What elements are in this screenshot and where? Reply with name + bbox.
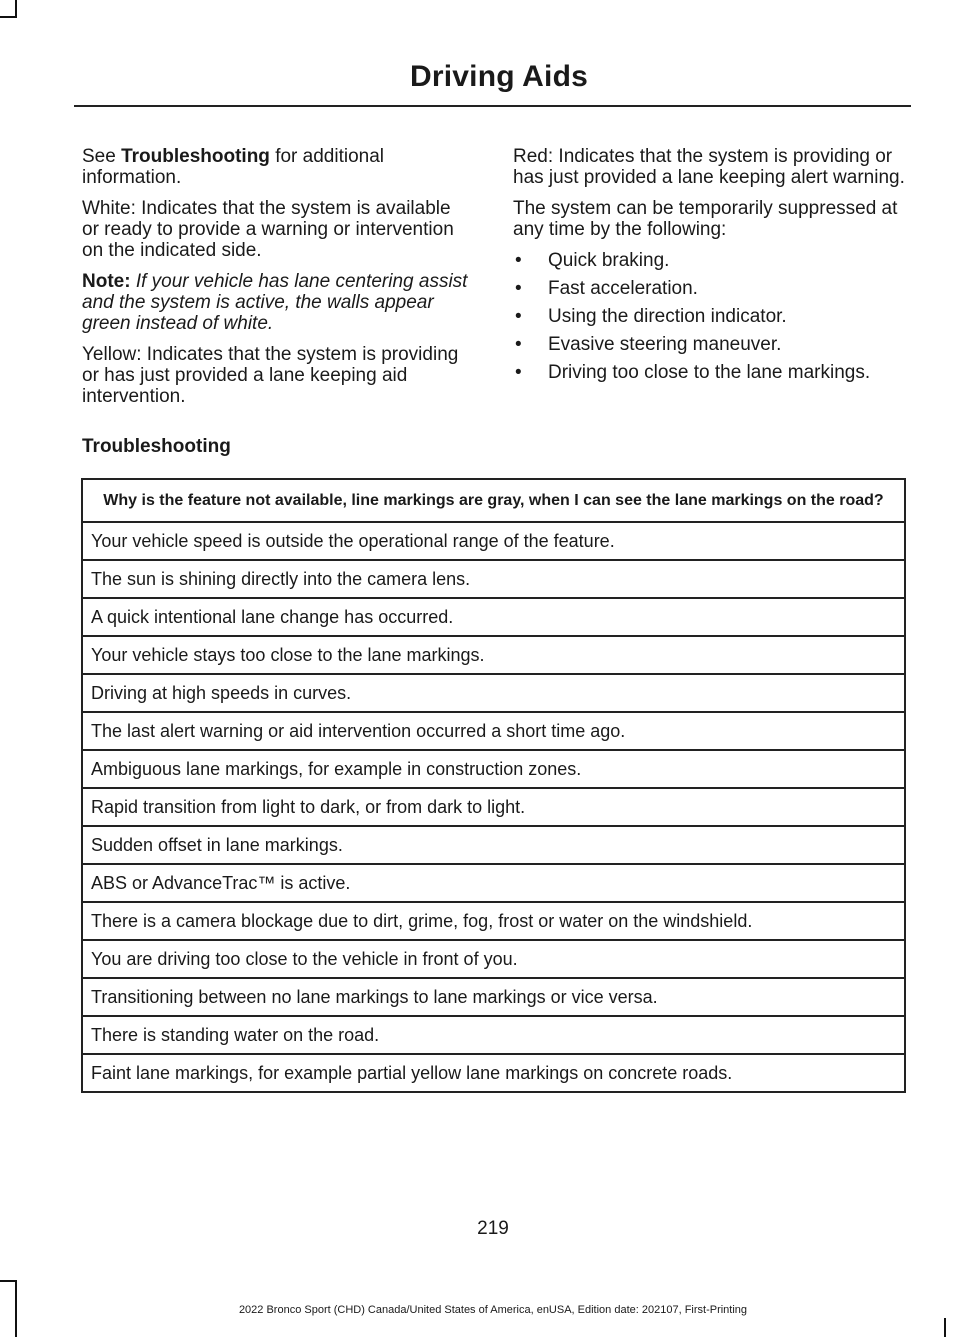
right-column	[513, 146, 913, 390]
table-cell: Driving at high speeds in curves.	[82, 674, 905, 712]
troubleshooting-table	[81, 478, 906, 1093]
crop-mark	[0, 16, 17, 18]
note-text: If your vehicle has lane centering assist and the system is active, the walls appear green instead of white.	[82, 271, 468, 334]
yellow-indicator-paragraph: Yellow: Indicates that the system is providing or has just provided a lane keeping aid intervention.	[82, 344, 459, 407]
see-prefix: See	[82, 146, 122, 167]
table-cell: Your vehicle speed is outside the operational range of the feature.	[82, 522, 905, 560]
table-row	[82, 674, 905, 712]
table-cell: Transitioning between no lane markings to lane markings or vice versa.	[82, 978, 905, 1016]
page-number: 219	[477, 1218, 509, 1239]
list-item: • Quick braking.	[513, 250, 913, 271]
crop-mark	[944, 1318, 946, 1337]
note-label: Note:	[82, 271, 131, 292]
table-row	[82, 902, 905, 940]
page-title: Driving Aids	[410, 60, 588, 93]
list-item: • Driving too close to the lane markings.	[513, 362, 913, 383]
footer-edition-info: 2022 Bronco Sport (CHD) Canada/United States of America, enUSA, Edition date: 202107, First-Printing	[238, 1304, 748, 1316]
table-cell: The sun is shining directly into the camera lens.	[82, 560, 905, 598]
table-row	[82, 788, 905, 826]
note-paragraph	[82, 271, 472, 334]
table-cell: Sudden offset in lane markings.	[82, 826, 905, 864]
list-item: • Using the direction indicator.	[513, 306, 913, 327]
list-item: • Evasive steering maneuver.	[513, 334, 913, 355]
table-row	[82, 864, 905, 902]
table-row	[82, 826, 905, 864]
table-row	[82, 560, 905, 598]
see-troubleshooting-paragraph	[82, 146, 472, 188]
table-header: Why is the feature not available, line markings are gray, when I can see the lane markings on the road?	[82, 479, 905, 522]
red-indicator-paragraph: Red: Indicates that the system is providing or has just provided a lane keeping alert warning.	[513, 146, 905, 188]
table-row	[82, 598, 905, 636]
table-cell: ABS or AdvanceTrac™ is active.	[82, 864, 905, 902]
left-column	[82, 146, 472, 417]
table-row	[82, 522, 905, 560]
table-cell: Your vehicle stays too close to the lane markings.	[82, 636, 905, 674]
header-divider	[74, 105, 911, 107]
table-cell: Rapid transition from light to dark, or from dark to light.	[82, 788, 905, 826]
table-row	[82, 712, 905, 750]
troubleshooting-link[interactable]: Troubleshooting	[121, 146, 270, 167]
table-cell: You are driving too close to the vehicle in front of you.	[82, 940, 905, 978]
list-item: • Fast acceleration.	[513, 278, 913, 299]
table-row	[82, 636, 905, 674]
see-suffix: for additional information.	[82, 146, 384, 188]
table-row	[82, 940, 905, 978]
suppression-list	[513, 250, 913, 383]
table-cell: The last alert warning or aid intervention occurred a short time ago.	[82, 712, 905, 750]
section-heading: Troubleshooting	[82, 436, 231, 457]
table-cell: There is standing water on the road.	[82, 1016, 905, 1054]
table-row	[82, 750, 905, 788]
table-row	[82, 1016, 905, 1054]
table-row	[82, 1054, 905, 1092]
table-cell: Faint lane markings, for example partial yellow lane markings on concrete roads.	[82, 1054, 905, 1092]
suppression-paragraph: The system can be temporarily suppressed at any time by the following:	[513, 198, 898, 240]
crop-mark	[0, 1280, 17, 1282]
table-cell: A quick intentional lane change has occurred.	[82, 598, 905, 636]
table-cell: There is a camera blockage due to dirt, grime, fog, frost or water on the windshield.	[82, 902, 905, 940]
table-header-row	[82, 479, 905, 522]
table-row	[82, 978, 905, 1016]
table-cell: Ambiguous lane markings, for example in construction zones.	[82, 750, 905, 788]
white-indicator-paragraph: White: Indicates that the system is available or ready to provide a warning or intervention on the indicated side.	[82, 198, 454, 261]
